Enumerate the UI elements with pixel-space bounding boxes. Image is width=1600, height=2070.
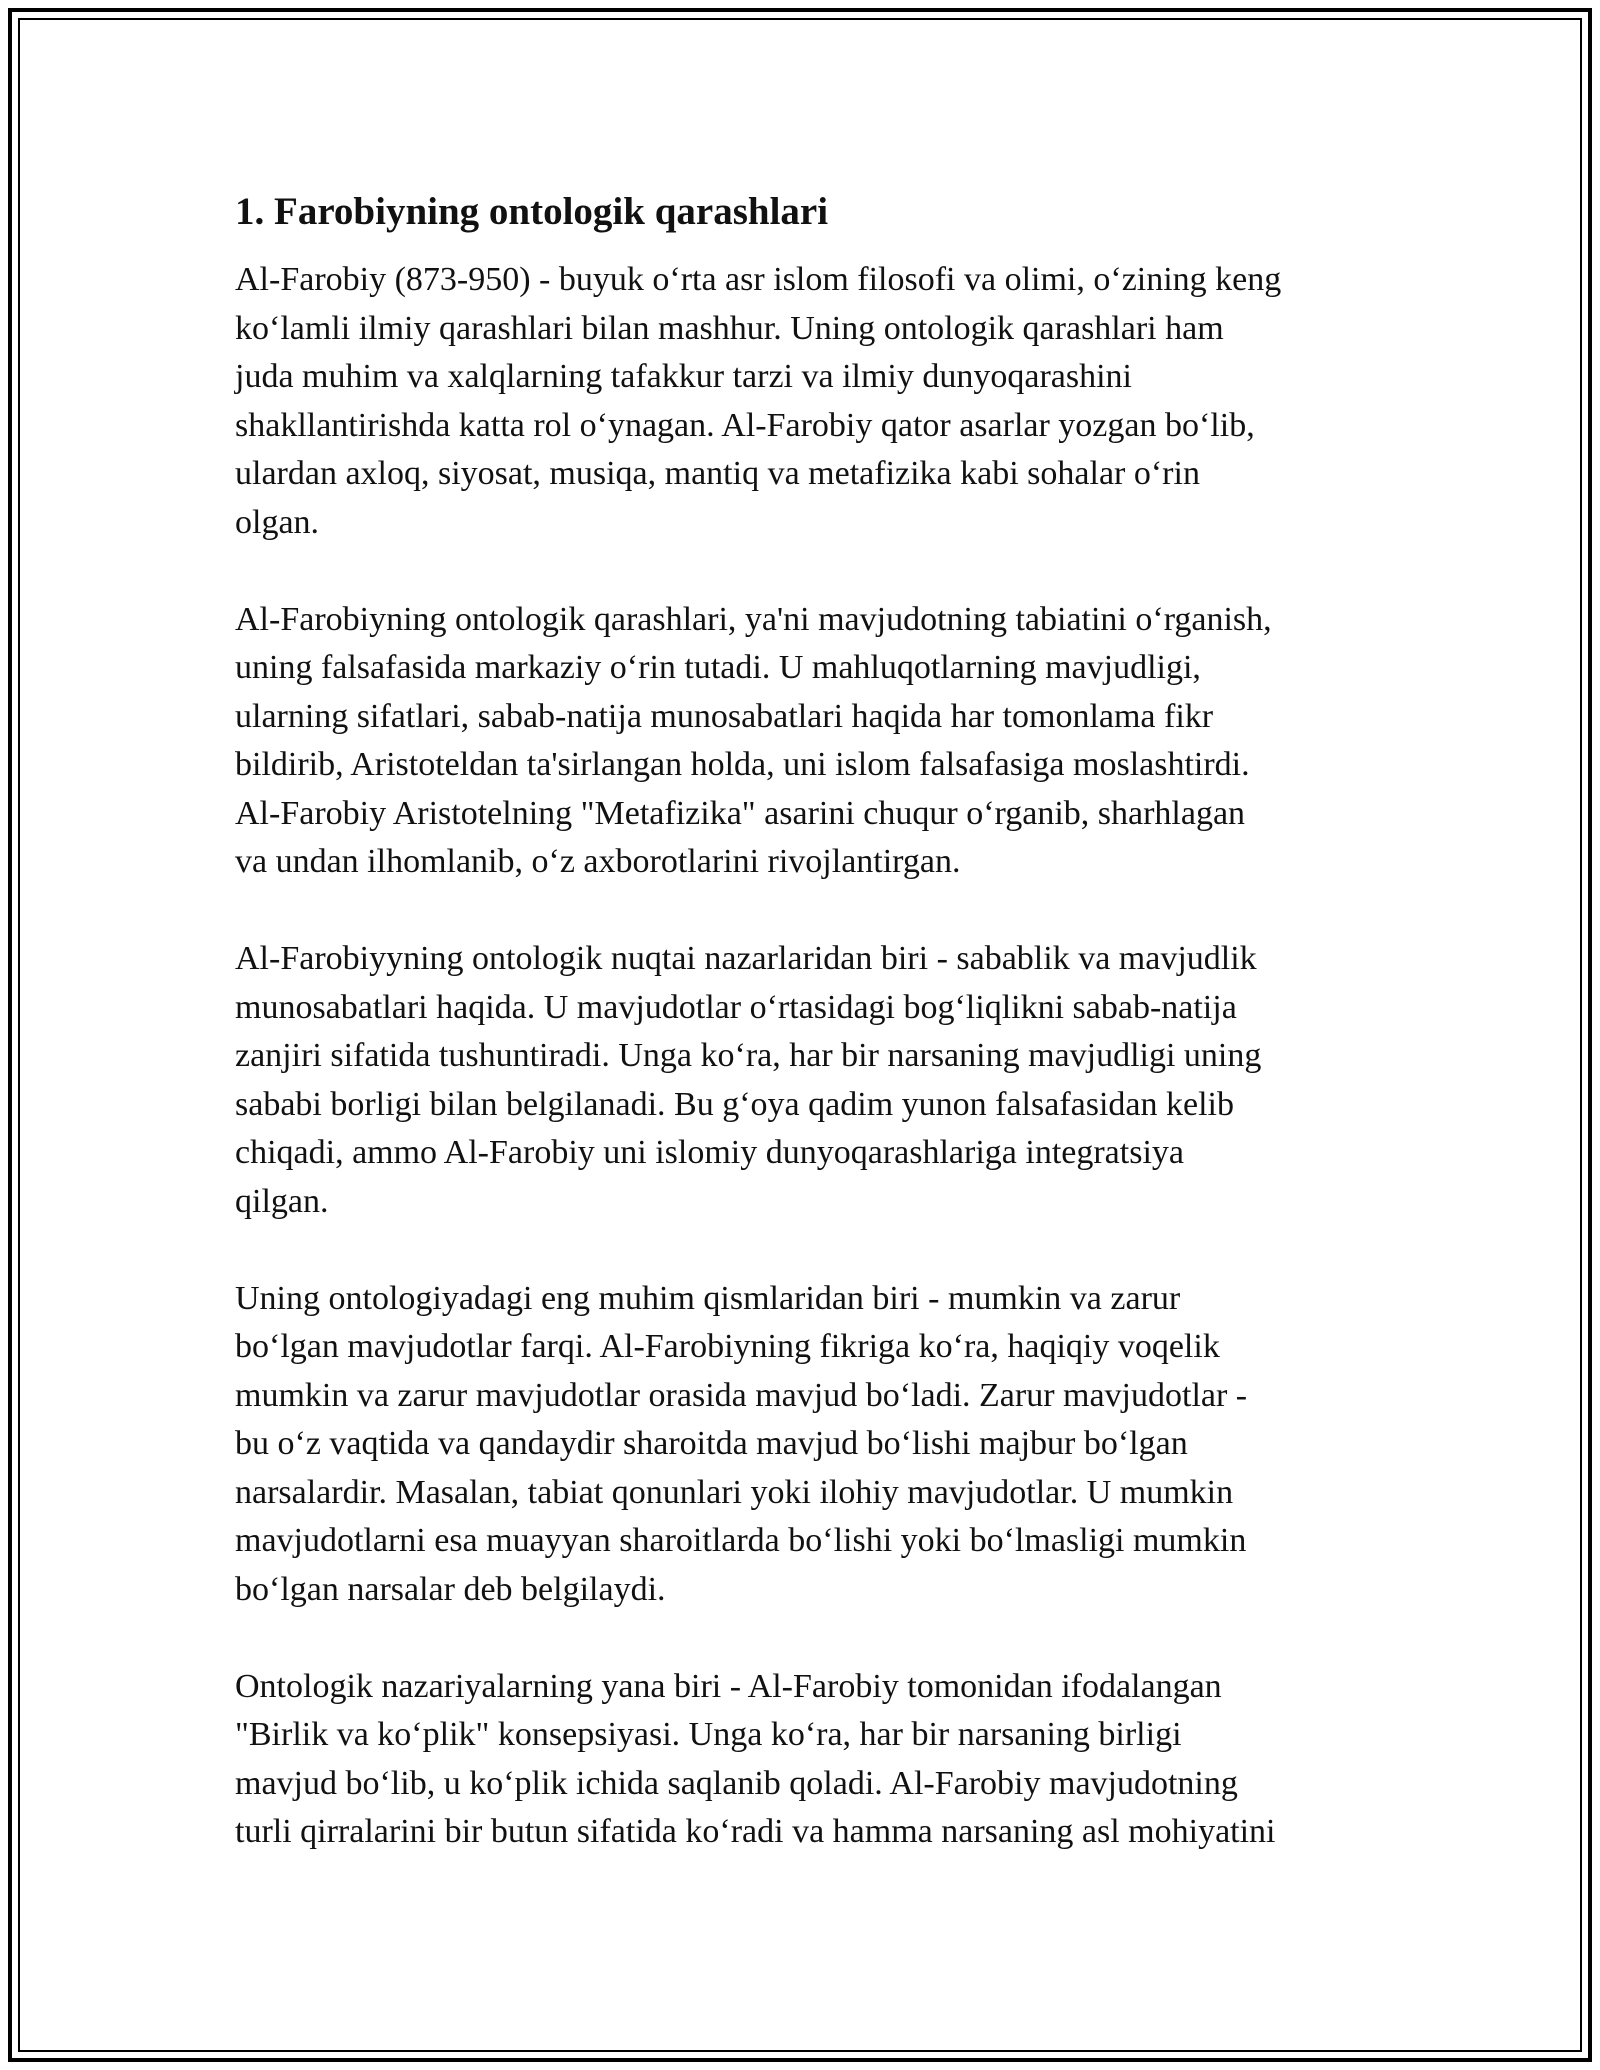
text-line: chiqadi, ammo Al-Farobiy uni islomiy dunyoqarashlariga integratsiya — [235, 1134, 1184, 1171]
text-line: "Birlik va ko‘plik" konsepsiyasi. Unga ko‘ra, har bir narsaning birligi — [235, 1716, 1182, 1753]
text-line: munosabatlari haqida. U mavjudotlar o‘rtasidagi bog‘liqlikni sabab-natija — [235, 988, 1237, 1026]
text-line: mavjudotlarni esa muayyan sharoitlarda bo‘lishi yoki bo‘lmasligi mumkin — [235, 1522, 1247, 1559]
text-line: uning falsafasida markaziy o‘rin tutadi. U mahluqotlarning mavjudligi, — [235, 649, 1201, 686]
text-line: mavjud bo‘lib, u ko‘plik ichida saqlanib qoladi. Al-Farobiy mavjudotning — [235, 1764, 1238, 1802]
text-line: Al-Farobiy Aristotelning "Metafizika" asarini chuqur o‘rganib, sharhlagan — [235, 794, 1246, 832]
text-line: shakllantirishda katta rol o‘ynagan. Al-Farobiy qator asarlar yozgan bo‘lib, — [235, 406, 1255, 444]
section-heading: 1. Farobiyning ontologik qarashlari — [235, 190, 829, 233]
text-line: mumkin va zarur mavjudotlar orasida mavjud bo‘ladi. Zarur mavjudotlar - — [235, 1376, 1248, 1414]
text-line: zanjiri sifatida tushuntiradi. Unga ko‘ra, har bir narsaning mavjudligi uning — [235, 1037, 1262, 1074]
paragraph-2 — [235, 596, 1385, 887]
text-line: narsalardir. Masalan, tabiat qonunlari yoki ilohiy mavjudotlar. U mumkin — [235, 1473, 1234, 1511]
text-line: bu o‘z vaqtida va qandaydir sharoitda mavjud bo‘lishi majbur bo‘lgan — [235, 1425, 1188, 1462]
document-body — [235, 186, 1385, 1905]
text-line: ko‘lamli ilmiy qarashlari bilan mashhur. Uning ontologik qarashlari ham — [235, 309, 1224, 347]
paragraph-5 — [235, 1663, 1385, 1857]
text-line: bildirib, Aristoteldan ta'sirlangan holda, uni islom falsafasiga moslashtirdi. — [235, 746, 1250, 783]
text-line: qilgan. — [235, 1182, 329, 1220]
text-line: bo‘lgan mavjudotlar farqi. Al-Farobiyning fikriga ko‘ra, haqiqiy voqelik — [235, 1328, 1220, 1365]
text-line: juda muhim va xalqlarning tafakkur tarzi va ilmiy dunyoqarashini — [235, 358, 1132, 395]
text-line: Uning ontologiyadagi eng muhim qismlaridan biri - mumkin va zarur — [235, 1279, 1181, 1317]
paragraph-4 — [235, 1275, 1385, 1615]
text-line: va undan ilhomlanib, o‘z axborotlarini rivojlantirgan. — [235, 843, 961, 880]
text-line: sababi borligi bilan belgilanadi. Bu g‘oya qadim yunon falsafasidan kelib — [235, 1085, 1234, 1123]
text-line: olgan. — [235, 503, 320, 541]
text-line: bo‘lgan narsalar deb belgilaydi. — [235, 1570, 666, 1608]
paragraph-3 — [235, 935, 1385, 1226]
text-line: Al-Farobiy (873-950) - buyuk o‘rta asr islom filosofi va olimi, o‘zining keng — [235, 261, 1282, 298]
text-line: Ontologik nazariyalarning yana biri - Al-Farobiy tomonidan ifodalangan — [235, 1667, 1222, 1705]
text-line: Al-Farobiyyning ontologik nuqtai nazarlaridan biri - sabablik va mavjudlik — [235, 940, 1257, 977]
paragraph-1 — [235, 256, 1385, 547]
text-line: turli qirralarini bir butun sifatida ko‘radi va hamma narsaning asl mohiyatini — [235, 1813, 1276, 1850]
text-line: Al-Farobiyning ontologik qarashlari, ya'ni mavjudotning tabiatini o‘rganish, — [235, 600, 1272, 638]
text-line: ulardan axloq, siyosat, musiqa, mantiq va metafizika kabi sohalar o‘rin — [235, 455, 1200, 492]
text-line: ularning sifatlari, sabab-natija munosabatlari haqida har tomonlama fikr — [235, 697, 1214, 735]
